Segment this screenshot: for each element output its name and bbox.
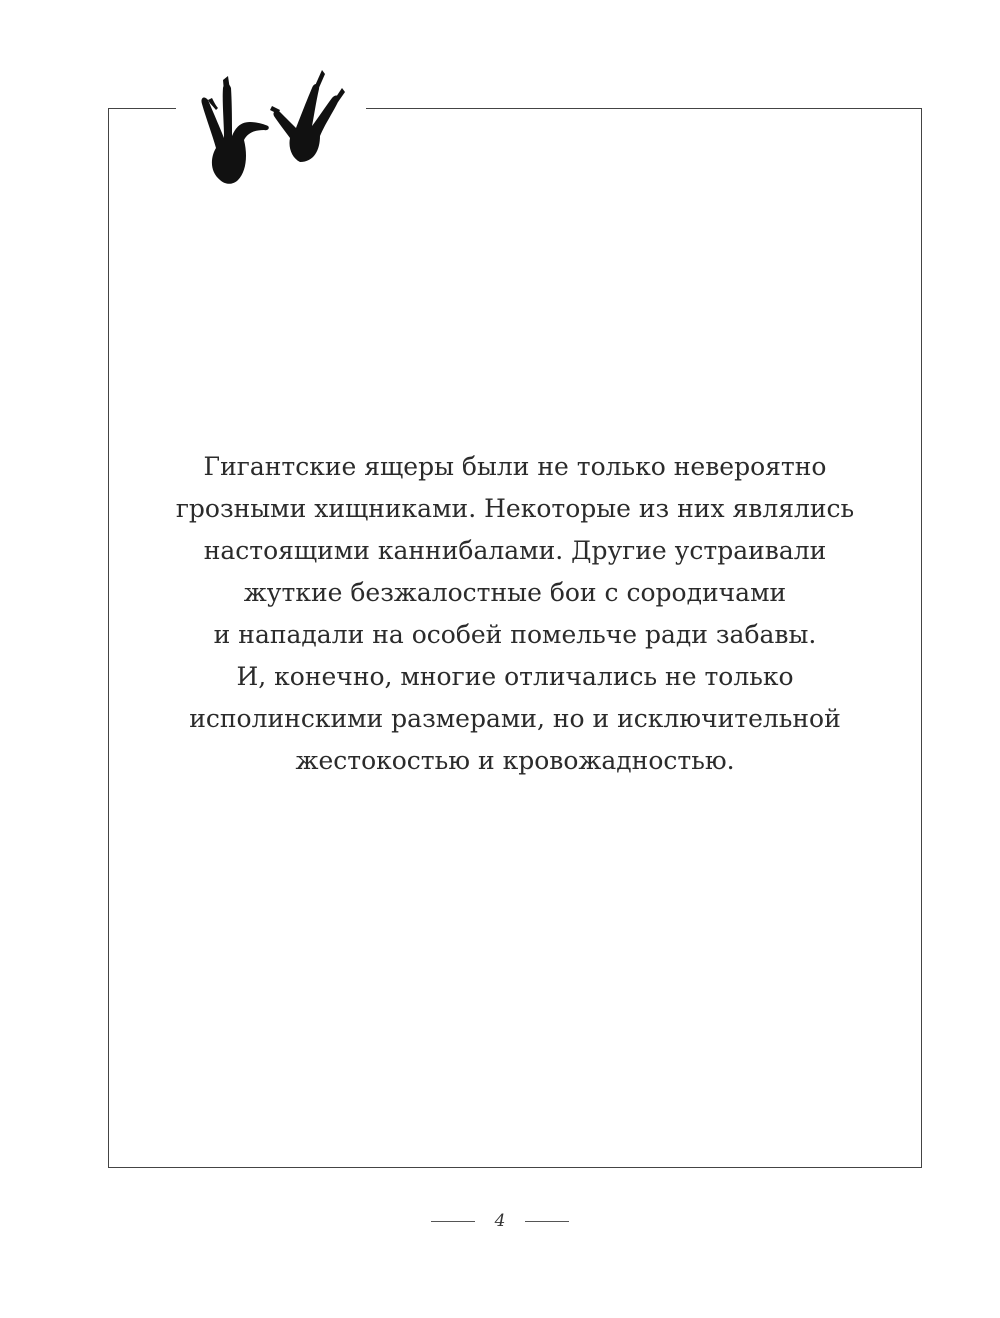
paragraph-line: И, конечно, многие отличались не только bbox=[236, 662, 794, 691]
paragraph-line: грозными хищниками. Некоторые из них являлись bbox=[175, 494, 855, 523]
paragraph-line: и нападали на особей помельче ради забавы. bbox=[213, 620, 817, 649]
page-number: 4 bbox=[494, 1211, 506, 1231]
paragraph-line: настоящими каннибалами. Другие устраивали bbox=[203, 536, 827, 565]
body-paragraph bbox=[130, 446, 900, 782]
right-footprint-icon bbox=[273, 84, 338, 162]
page-folio bbox=[0, 1204, 1000, 1238]
paragraph-line: исполинскими размерами, но и исключительной bbox=[189, 704, 841, 733]
folio-dash-left bbox=[431, 1221, 475, 1222]
paragraph-line: жестокостью и кровожадностью. bbox=[295, 746, 735, 775]
dinosaur-footprints-icon bbox=[196, 62, 356, 192]
folio-dash-right bbox=[525, 1221, 569, 1222]
paragraph-line: Гигантские ящеры были не только невероятно bbox=[203, 452, 827, 481]
paragraph-line: жуткие безжалостные бои с сородичами bbox=[243, 578, 787, 607]
